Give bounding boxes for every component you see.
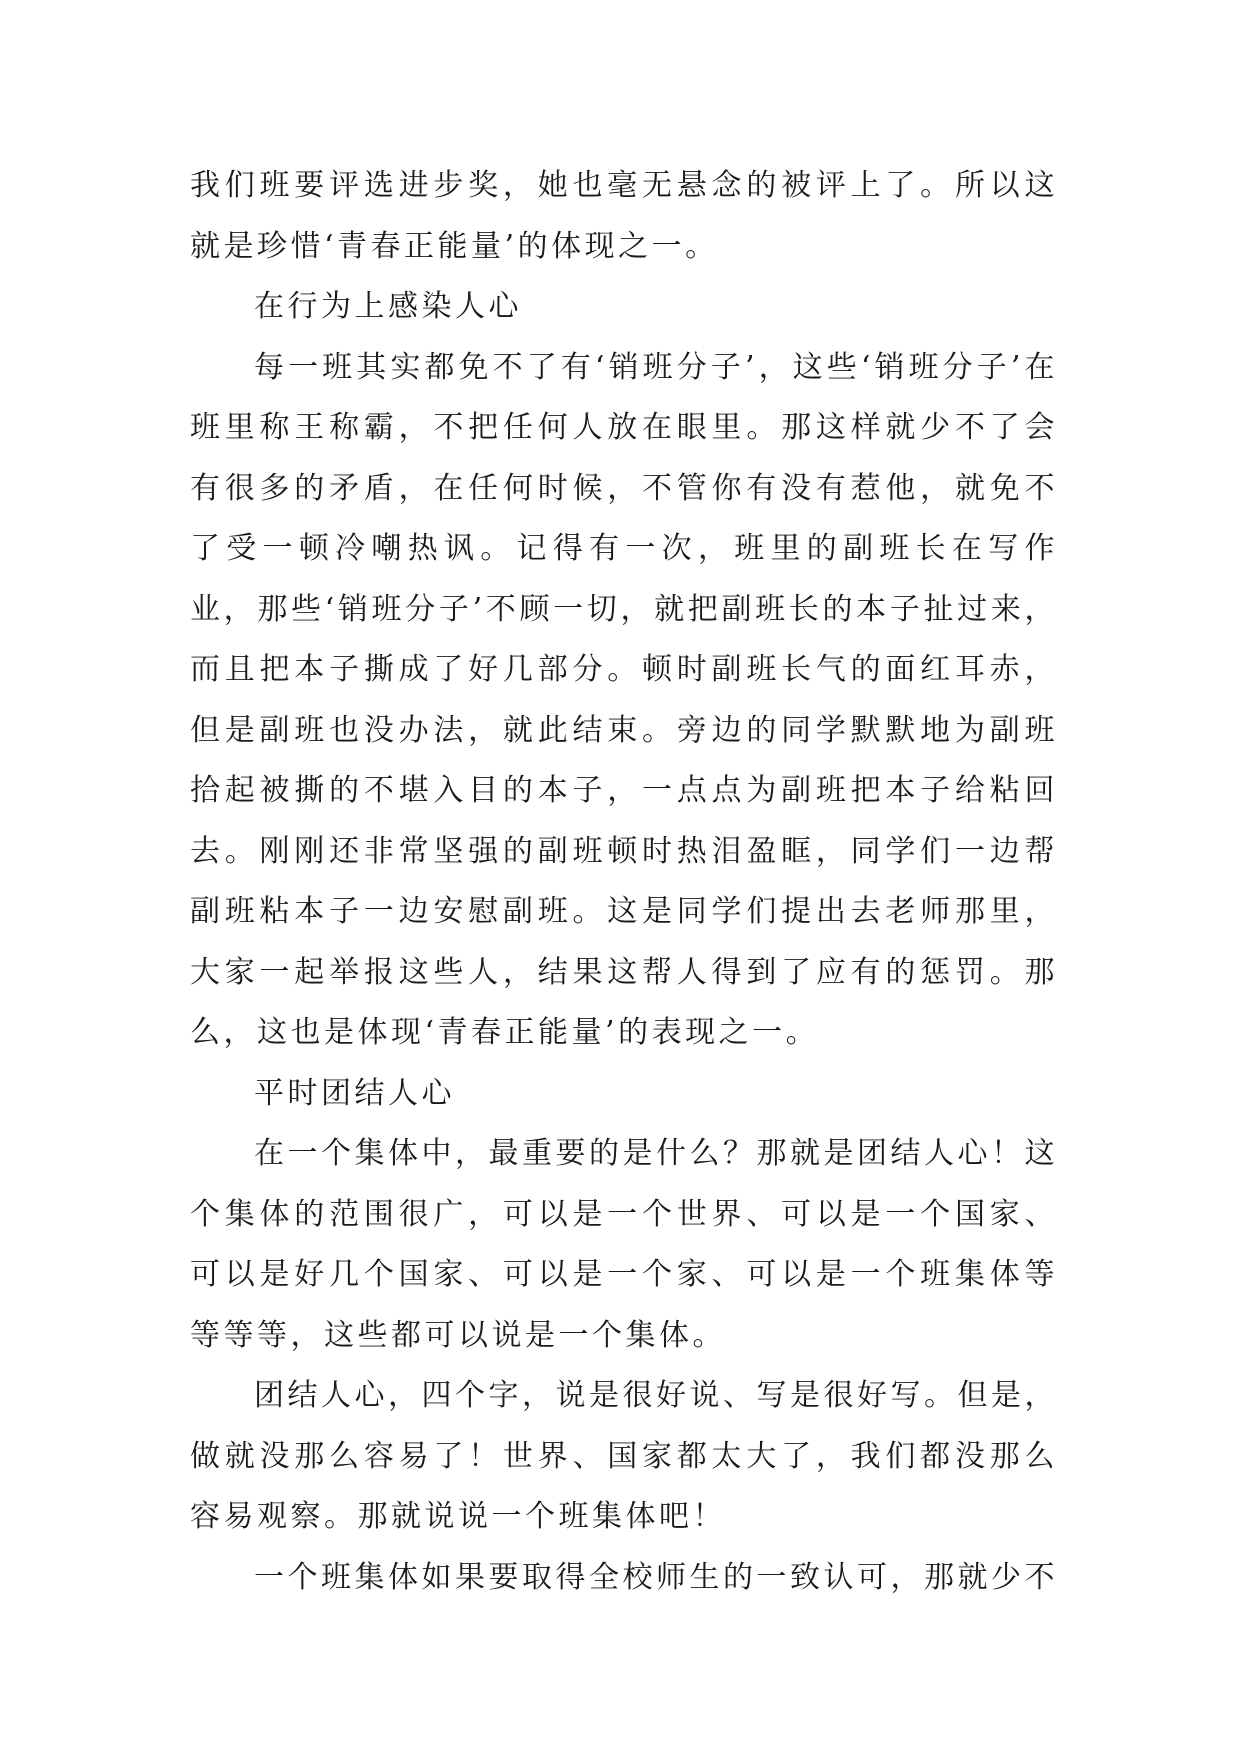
body-text [190, 156, 1058, 1608]
paragraph-3: 每一班其实都免不了有‘销班分子’，这些‘销班分子’在班里称王称霸，不把任何人放在眼里。那这样就少不了会有很多的矛盾，在任何时候，不管你有没有惹他，就免不了受一顿冷嘲热讽。记得有一次，班里的副班长在写作业，那些‘销班分子’不顾一切，就把副班长的本子扯过来，而且把本子撕成了好几部分。顿时副班长气的面红耳赤，但是副班也没办法，就此结束。旁边的同学默默地为副班拾起被撕的不堪入目的本子，一点点为副班把本子给粘回去。刚刚还非常坚强的副班顿时热泪盈眶，同学们一边帮副班粘本子一边安慰副班。这是同学们提出去老师那里，大家一起举报这些人，结果这帮人得到了应有的惩罚。那么，这也是体现‘青春正能量’的表现之一。 [190, 349, 1058, 1050]
paragraph-heading-behavior: 在行为上感染人心 [254, 289, 522, 324]
paragraph-7: 一个班集体如果要取得全校师生的一致认可，那就少不 [254, 1559, 1058, 1595]
paragraph-heading-unity: 平时团结人心 [254, 1075, 455, 1111]
paragraph-5: 在一个集体中，最重要的是什么？那就是团结人心！这个集体的范围很广，可以是一个世界、可以是一个国家、可以是好几个国家、可以是一个家、可以是一个班集体等等等等，这些都可以说是一个集体。 [190, 1136, 1058, 1353]
paragraph-1: 我们班要评选进步奖，她也毫无悬念的被评上了。所以这就是珍惜‘青春正能量’的体现之一。 [190, 168, 1058, 264]
paragraph-6: 团结人心，四个字，说是很好说、写是很好写。但是，做就没那么容易了！世界、国家都太大了，我们都没那么容易观察。那就说说一个班集体吧！ [190, 1378, 1058, 1534]
